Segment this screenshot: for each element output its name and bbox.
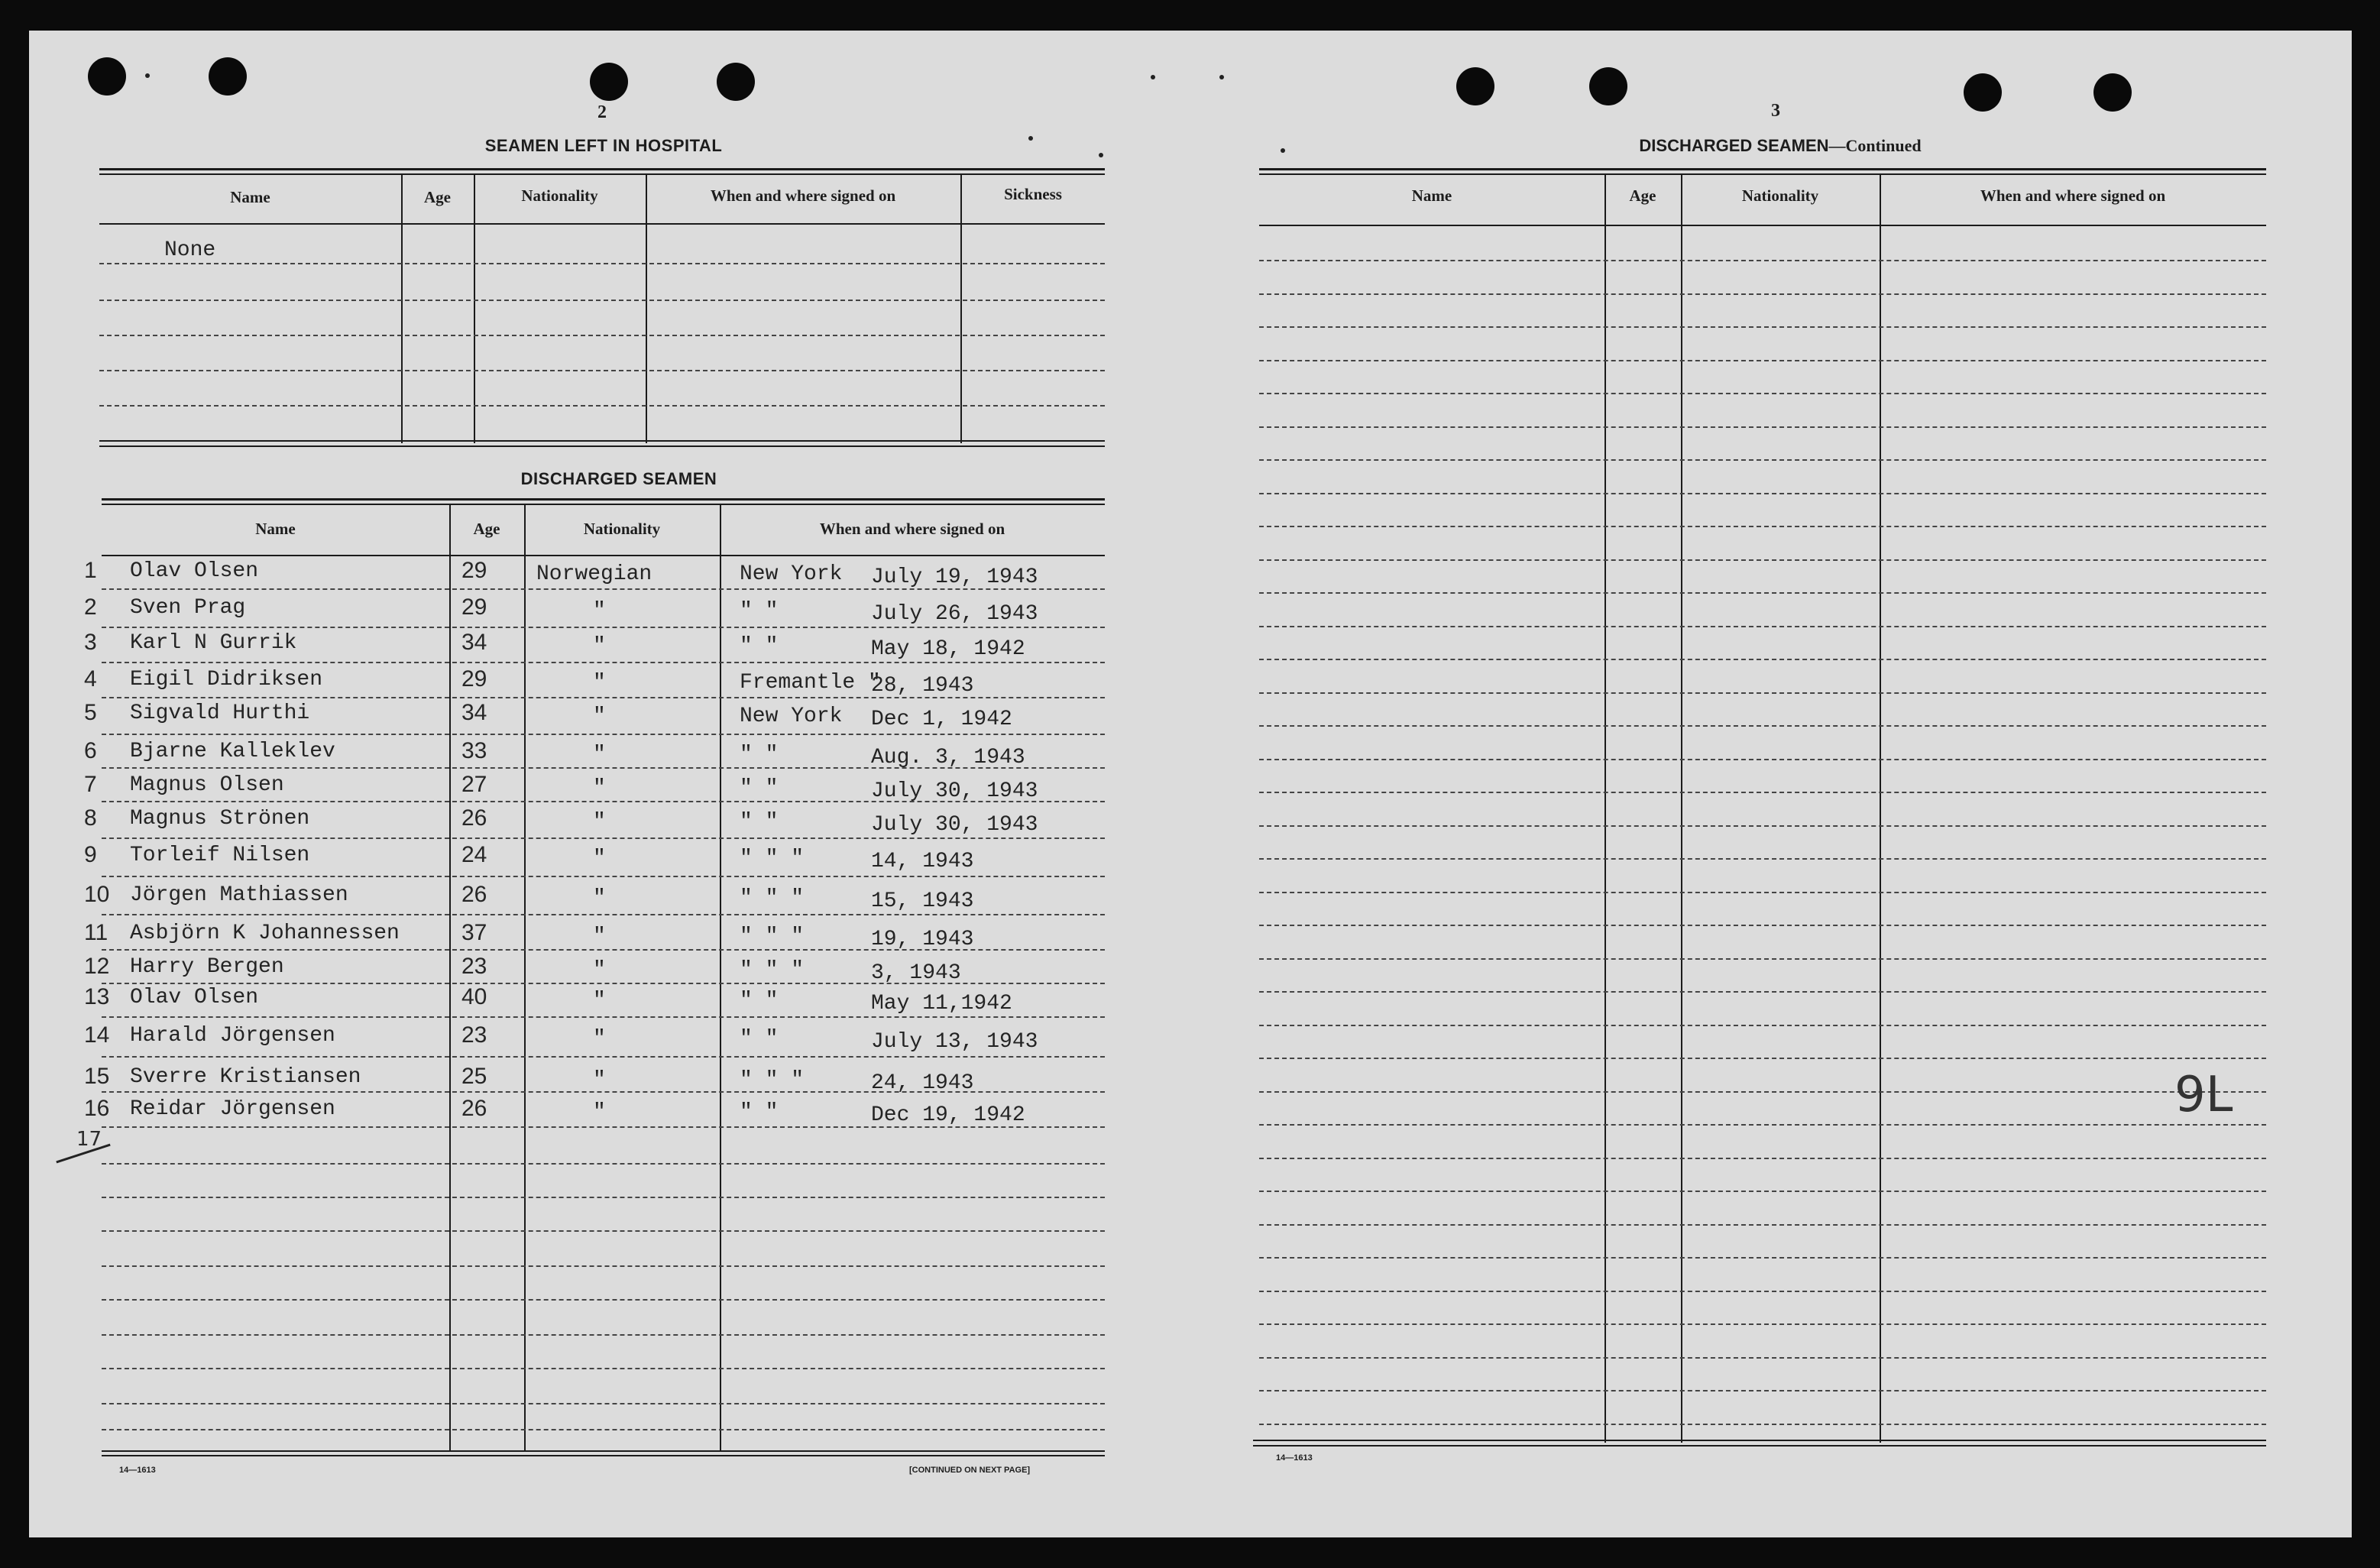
seaman-nationality: " [593,705,606,728]
punch-hole [1964,73,2002,112]
row-number: 7 [84,772,97,797]
signed-on-date: 15, 1943 [871,889,974,913]
row-rule [102,1091,1105,1093]
seaman-nationality: " [593,1027,606,1051]
signed-on-place: New York [740,562,843,586]
row-rule [99,263,1105,264]
row-rule [1259,360,2266,361]
seaman-name: Olav Olsen [130,986,259,1009]
title-suffix: —Continued [1828,136,1922,155]
row-rule [1259,892,2266,893]
column-header-nationality: Nationality [521,186,598,205]
signed-on-place: " " [740,743,779,766]
signed-on-place: " " [740,810,779,834]
row-rule [102,1403,1105,1404]
section-title-discharged-continued [1604,136,1956,156]
seaman-name: Reidar Jörgensen [130,1097,335,1121]
table-bottom-rule [99,440,1105,442]
table-bottom-rule [102,1450,1105,1452]
row-rule [1259,1124,2266,1126]
column-divider [524,504,526,1452]
signed-on-date: Dec 1, 1942 [871,708,1012,731]
seaman-age: 34 [461,700,487,725]
seaman-age: 26 [461,1096,487,1121]
signed-on-date: July 19, 1943 [871,565,1038,589]
row-rule [102,627,1105,628]
signed-on-place: " " [740,776,779,800]
seaman-age: 26 [461,805,487,831]
seaman-age: 29 [461,666,487,692]
row-rule [1259,1191,2266,1192]
column-header-name: Name [230,188,270,206]
row-rule [1259,459,2266,461]
column-divider [1880,174,1881,1443]
table-bottom-rule [99,445,1105,447]
table-top-rule [102,498,1105,501]
punch-hole [2093,73,2132,112]
row-rule [102,837,1105,839]
seaman-nationality: " [593,1068,606,1092]
row-rule [1259,592,2266,594]
column-divider [720,504,721,1452]
signed-on-place: " " [740,1027,779,1051]
seaman-age: 34 [461,630,487,655]
row-rule [1259,426,2266,428]
row-rule [102,1299,1105,1301]
row-rule [102,1126,1105,1128]
column-header-name: Name [1411,186,1452,205]
row-rule [1259,1390,2266,1391]
row-rule [1259,526,2266,527]
table-top-rule [1259,168,2266,170]
row-rule [1259,1424,2266,1425]
row-rule [1259,1058,2266,1059]
row-rule [1259,692,2266,694]
seaman-name: Asbjörn K Johannessen [130,922,400,945]
punch-hole [1589,67,1627,105]
signed-on-place: Fremantle " [740,671,881,695]
margin-mark: 9L [2174,1067,2233,1123]
row-rule [1259,1224,2266,1226]
row-rule [99,335,1105,336]
punch-hole [209,57,247,96]
signed-on-date: 14, 1943 [871,850,974,873]
column-header-signed-on: When and where signed on [1980,186,2166,205]
seaman-age: 24 [461,842,487,867]
page-number: 3 [1771,101,1780,121]
section-title-discharged: DISCHARGED SEAMEN [520,469,717,488]
row-number: 9 [84,842,97,867]
column-divider [960,174,962,443]
column-header-name: Name [255,520,296,538]
seaman-name: Magnus Strönen [130,807,310,831]
page-number: 2 [597,102,607,122]
signed-on-date: 24, 1943 [871,1071,974,1095]
seaman-name: Jörgen Mathiassen [130,883,348,907]
row-rule [102,1334,1105,1336]
column-header-age: Age [1629,186,1656,205]
continued-note: [CONTINUED ON NEXT PAGE] [909,1466,1031,1475]
seaman-age: 40 [461,984,487,1009]
table-bottom-rule [102,1455,1105,1456]
row-rule [1259,1025,2266,1026]
section-title-hospital: SEAMEN LEFT IN HOSPITAL [484,136,723,155]
row-rule [1259,925,2266,926]
seaman-nationality: " [593,776,606,800]
form-number: 14—1613 [119,1466,156,1475]
seaman-name: Karl N Gurrik [130,631,297,655]
column-header-nationality: Nationality [1741,186,1819,205]
signed-on-date: 19, 1943 [871,928,974,951]
row-number: 10 [84,882,110,907]
row-rule [1259,293,2266,295]
seaman-name: Sverre Kristiansen [130,1065,361,1089]
row-rule [1259,759,2266,760]
punch-hole [590,63,628,101]
seaman-nationality: " [593,847,606,870]
row-rule [102,734,1105,735]
hospital-entry: None [164,238,216,262]
row-rule [1259,792,2266,793]
row-rule [102,1368,1105,1369]
row-rule [102,876,1105,877]
speck [1028,136,1033,141]
seaman-name: Sigvald Hurthi [130,701,310,725]
row-rule [102,588,1105,590]
signed-on-date: July 30, 1943 [871,779,1038,803]
row-number: 2 [84,594,97,620]
row-rule [1259,659,2266,660]
header-rule [102,555,1105,556]
column-header-nationality: Nationality [583,520,661,538]
row-rule [1259,725,2266,727]
speck [145,73,150,78]
speck [1281,148,1285,153]
seaman-name: Bjarne Kalleklev [130,740,335,763]
seaman-age: 26 [461,882,487,907]
row-rule [102,697,1105,698]
signed-on-place: " " " [740,1068,805,1092]
row-rule [1259,991,2266,993]
seaman-name: Olav Olsen [130,559,259,583]
column-divider [1604,174,1606,1443]
signed-on-place: " " " [740,925,805,948]
punch-hole [88,57,126,96]
row-rule [1259,858,2266,860]
column-divider [1681,174,1682,1443]
seaman-nationality: " [593,958,606,982]
table-top-rule [102,504,1105,505]
seaman-nationality: " [593,743,606,766]
table-bottom-rule [1253,1445,2266,1447]
row-number: 14 [84,1022,110,1048]
row-rule [1259,626,2266,627]
form-number: 14—1613 [1276,1453,1313,1463]
row-rule [102,1163,1105,1165]
column-header-age: Age [473,520,500,538]
table-top-rule [1259,173,2266,175]
seaman-nationality: " [593,886,606,910]
signed-on-place: " " " [740,847,805,870]
row-number: 12 [84,954,110,979]
row-rule [1259,559,2266,561]
row-rule [1259,393,2266,394]
row-rule [1259,260,2266,261]
seaman-nationality: " [593,634,606,658]
row-number: 16 [84,1096,110,1121]
speck [1219,75,1224,79]
row-rule [102,1056,1105,1058]
signed-on-date: May 11,1942 [871,992,1012,1016]
signed-on-date: 28, 1943 [871,674,974,698]
row-rule [102,914,1105,915]
signed-on-date: July 30, 1943 [871,813,1038,837]
row-rule [102,1429,1105,1430]
table-top-rule [99,168,1105,170]
punch-hole [717,63,755,101]
row-rule [1259,1357,2266,1359]
speck [1151,75,1155,79]
signed-on-place: " " " [740,958,805,982]
signed-on-place: New York [740,705,843,728]
row-number: 11 [84,920,108,945]
row-rule [1259,958,2266,960]
signed-on-place: " " [740,989,779,1012]
seaman-age: 25 [461,1064,487,1089]
seaman-name: Harry Bergen [130,955,284,979]
row-number: 5 [84,700,97,725]
struck-row-number: 17 [76,1128,102,1151]
row-rule [99,370,1105,371]
row-rule [1259,1158,2266,1159]
row-rule [102,1197,1105,1198]
column-header-age: Age [424,188,451,206]
seaman-age: 27 [461,772,487,797]
row-rule [99,300,1105,301]
table-top-rule [99,173,1105,175]
row-rule [102,662,1105,663]
column-header-signed-on: When and where signed on [710,186,896,205]
signed-on-place: " " [740,1100,779,1124]
signed-on-place: " " " [740,886,805,910]
row-rule [99,405,1105,407]
seaman-nationality: " [593,671,606,695]
signed-on-date: Dec 19, 1942 [871,1103,1025,1127]
column-header-signed-on: When and where signed on [819,520,1005,538]
row-rule [1259,326,2266,328]
seaman-nationality: " [593,989,606,1012]
row-rule [1259,1323,2266,1325]
header-rule [1259,225,2266,226]
seaman-age: 37 [461,920,487,945]
punch-hole [1456,67,1494,105]
seaman-nationality: " [593,1100,606,1124]
table-bottom-rule [1253,1440,2266,1441]
document-sheet [29,31,2352,1537]
row-rule [1259,1257,2266,1259]
seaman-name: Torleif Nilsen [130,844,310,867]
seaman-age: 23 [461,954,487,979]
seaman-name: Magnus Olsen [130,773,284,797]
seaman-nationality: " [593,599,606,623]
signed-on-date: July 26, 1943 [871,602,1038,626]
seaman-name: Harald Jörgensen [130,1024,335,1048]
signed-on-date: July 13, 1943 [871,1030,1038,1054]
seaman-name: Eigil Didriksen [130,668,323,692]
signed-on-place: " " [740,634,779,658]
signed-on-date: May 18, 1942 [871,637,1025,661]
signed-on-date: 3, 1943 [871,961,961,985]
row-number: 6 [84,738,97,763]
row-rule [1259,493,2266,494]
seaman-age: 29 [461,594,487,620]
title-main: DISCHARGED SEAMEN [1639,136,1829,155]
column-header-sickness: Sickness [1004,185,1062,203]
row-rule [102,1230,1105,1232]
row-number: 13 [84,984,110,1009]
row-rule [102,983,1105,984]
row-number: 4 [84,666,97,692]
signed-on-date: Aug. 3, 1943 [871,746,1025,769]
signed-on-place: " " [740,599,779,623]
seaman-age: 23 [461,1022,487,1048]
row-number: 1 [84,558,97,583]
seaman-nationality: " [593,925,606,948]
seaman-nationality: Norwegian [536,562,652,586]
column-divider [646,174,647,443]
row-rule [102,1016,1105,1018]
row-rule [102,949,1105,951]
row-number: 3 [84,630,97,655]
column-divider [474,174,475,443]
row-rule [1259,825,2266,827]
row-rule [102,1265,1105,1267]
header-rule [99,223,1105,225]
seaman-nationality: " [593,810,606,834]
row-rule [1259,1291,2266,1292]
row-number: 15 [84,1064,110,1089]
row-rule [102,801,1105,802]
column-divider [449,504,451,1452]
row-number: 8 [84,805,97,831]
row-rule [1259,1091,2266,1093]
row-rule [102,767,1105,769]
column-divider [401,174,403,443]
seaman-age: 29 [461,558,487,583]
seaman-age: 33 [461,738,487,763]
speck [1099,153,1103,157]
seaman-name: Sven Prag [130,596,246,620]
